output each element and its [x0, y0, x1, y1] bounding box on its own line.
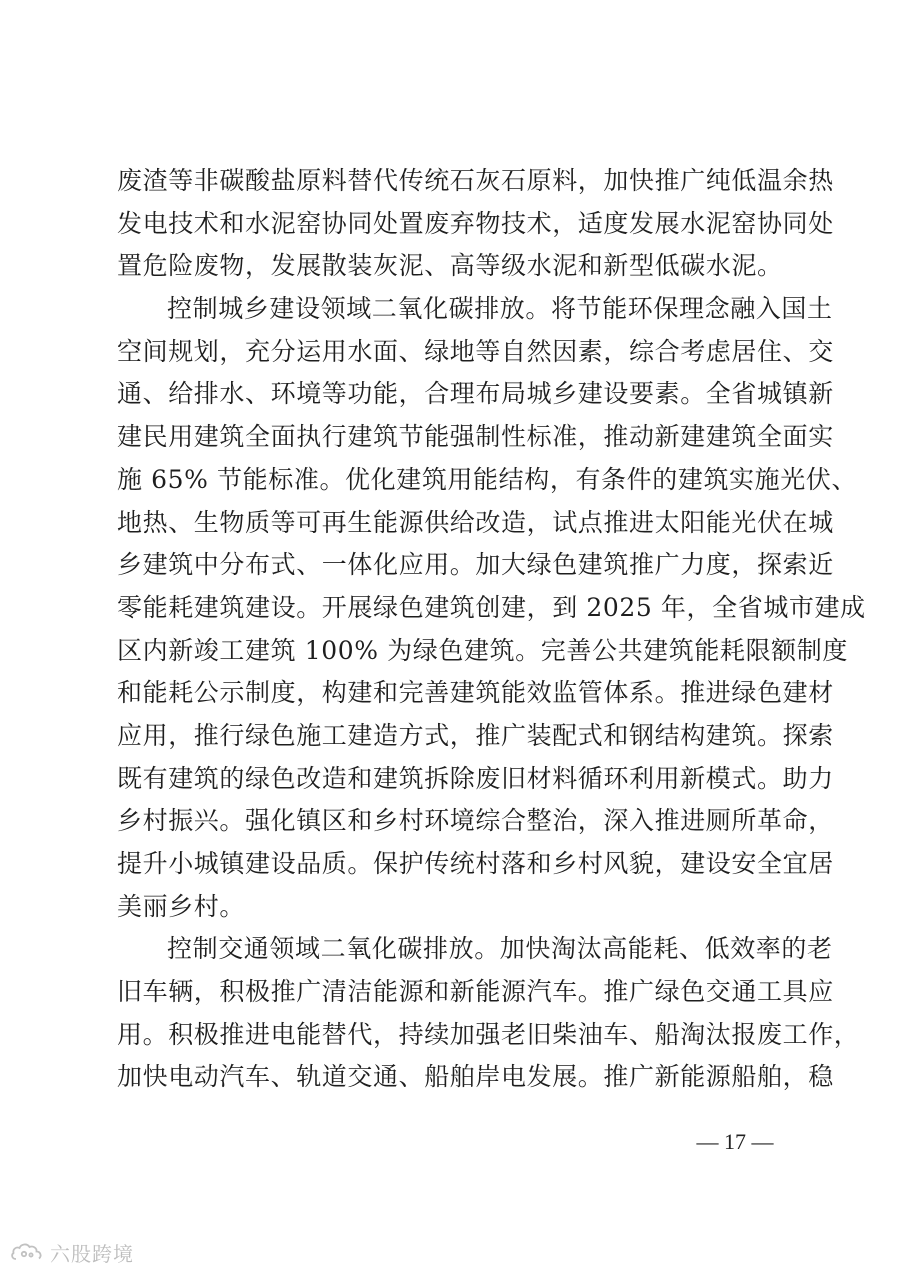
text-line: 零能耗建筑建设。开展绿色建筑创建，到 2025 年，全省城市建成 — [117, 592, 866, 622]
text-line: 美丽乡村。 — [117, 891, 246, 921]
text-line: 乡村振兴。强化镇区和乡村环境综合整治，深入推进厕所革命， — [117, 806, 834, 836]
text-line: 置危险废物，发展散装灰泥、高等级水泥和新型低碳水泥。 — [117, 251, 783, 281]
cloud-logo-icon — [10, 1241, 44, 1263]
watermark-text: 六股跨境 — [50, 1241, 134, 1266]
text-line: 施 65% 节能标准。优化建筑用能结构，有条件的建筑实施光伏、 — [117, 464, 858, 494]
page-number: — 17 — — [696, 1129, 774, 1154]
text-line: 和能耗公示制度，构建和完善建筑能效监管体系。推进绿色建材 — [117, 678, 834, 708]
text-line: 空间规划，充分运用水面、绿地等自然因素，综合考虑居住、交 — [117, 336, 834, 366]
text-line: 应用，推行绿色施工建造方式，推广装配式和钢结构建筑。探索 — [117, 720, 834, 750]
text-line: 乡建筑中分布式、一体化应用。加大绿色建筑推广力度，探索近 — [117, 550, 834, 580]
text-line: 区内新竣工建筑 100% 为绿色建筑。完善公共建筑能耗限额制度 — [117, 635, 848, 665]
body-text — [117, 160, 866, 1099]
text-line: 建民用建筑全面执行建筑节能强制性标准，推动新建建筑全面实 — [117, 422, 834, 452]
text-line: 既有建筑的绿色改造和建筑拆除废旧材料循环利用新模式。助力 — [117, 763, 834, 793]
paragraph-first-line: 控制城乡建设领域二氧化碳排放。将节能环保理念融入国土 — [167, 294, 833, 324]
paragraph-first-line: 控制交通领域二氧化碳排放。加快淘汰高能耗、低效率的老 — [167, 934, 833, 964]
text-line: 提升小城镇建设品质。保护传统村落和乡村风貌，建设安全宜居 — [117, 849, 834, 878]
text-line: 发电技术和水泥窑协同处置废弃物技术，适度发展水泥窑协同处 — [117, 208, 834, 238]
text-line: 旧车辆，积极推广清洁能源和新能源汽车。推广绿色交通工具应 — [117, 977, 834, 1007]
text-line: 加快电动汽车、轨道交通、船舶岸电发展。推广新能源船舶，稳 — [117, 1062, 834, 1092]
text-line: 废渣等非碳酸盐原料替代传统石灰石原料，加快推广纯低温余热 — [117, 166, 834, 195]
text-line: 用。积极推进电能替代，持续加强老旧柴油车、船淘汰报废工作， — [117, 1019, 860, 1049]
watermark — [10, 1238, 134, 1266]
text-line: 通、给排水、环境等功能，合理布局城乡建设要素。全省城镇新 — [117, 379, 834, 409]
text-line: 地热、生物质等可再生能源供给改造，试点推进太阳能光伏在城 — [117, 507, 834, 537]
